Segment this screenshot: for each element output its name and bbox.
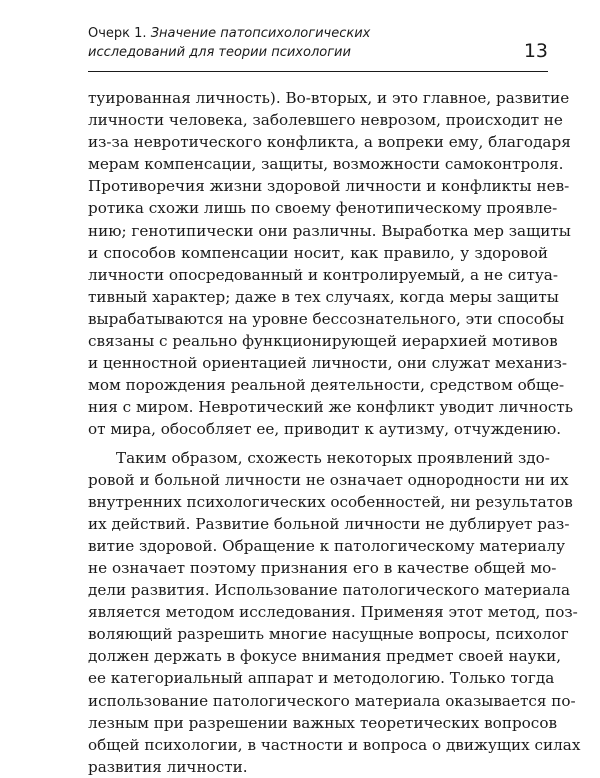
text-line: вырабатываются на уровне бессознательного, эти способы: [88, 309, 565, 328]
text-line: Таким образом, схожесть некоторых проявлений здо-: [116, 448, 550, 467]
text-line: ее категориальный аппарат и методологию. Только тогда: [88, 669, 555, 688]
text-line: туированная личность). Во-вторых, и это главное, развитие: [88, 89, 570, 107]
running-header-text: [88, 24, 370, 62]
running-header: [88, 22, 548, 76]
text-line: должен держать в фокусе внимания предмет своей науки,: [88, 647, 562, 666]
text-line: использование патологического материала оказывается по-: [88, 691, 576, 710]
text-line: развития личности.: [88, 757, 248, 776]
text-line: лезным при разрешении важных теоретических вопросов: [88, 713, 558, 732]
text-line: внутренних психологических особенностей, ни результатов: [88, 492, 573, 511]
text-line: Противоречия жизни здоровой личности и конфликты нев-: [88, 177, 570, 196]
text-line: не означает поэтому признания его в качестве общей мо-: [88, 558, 557, 577]
text-line: дели развития. Использование патологического материала: [88, 581, 571, 600]
text-line: от мира, обособляет ее, приводит к аутизму, отчуждению.: [88, 420, 562, 439]
text-line: воляющий разрешить многие насущные вопросы, психолог: [88, 625, 569, 644]
header-chapter-label: Очерк 1.: [88, 26, 147, 41]
body-text: [88, 87, 581, 778]
text-line: ротика схожи лишь по своему фенотипическому проявле-: [88, 199, 558, 218]
header-title-line-2: исследований для теории психологии: [88, 45, 351, 60]
text-line: витие здоровой. Обращение к патологическому материалу: [88, 536, 566, 555]
text-line: тивный характер; даже в тех случаях, когда меры защиты: [88, 287, 559, 306]
header-divider: [88, 71, 548, 72]
text-line: является методом исследования. Применяя этот метод, поз-: [88, 603, 578, 622]
text-line: личности опосредованный и контролируемый, а не ситуа-: [88, 265, 558, 284]
paragraph-1: [88, 87, 574, 441]
text-line: связаны с реально функционирующей иерархией мотивов: [88, 332, 558, 351]
text-line: и ценностной ориентацией личности, они служат механиз-: [88, 354, 568, 373]
text-line: их действий. Развитие больной личности не дублирует раз-: [88, 514, 570, 533]
text-line: мом порождения реальной деятельности, средством обще-: [88, 376, 565, 395]
text-line: из-за невротического конфликта, а вопреки ему, благодаря: [88, 133, 571, 152]
text-line: мерам компенсации, защиты, возможности самоконтроля.: [88, 155, 564, 174]
paragraph-2: [88, 447, 581, 778]
text-line: ния с миром. Невротический же конфликт уводит личность: [88, 398, 574, 417]
text-line: общей психологии, в частности и вопроса о движущих силах: [88, 735, 581, 754]
text-line: и способов компенсации носит, как правило, у здоровой: [88, 243, 548, 262]
text-line: личности человека, заболевшего неврозом, происходит не: [88, 111, 563, 130]
text-line: нию; генотипически они различны. Выработка мер защиты: [88, 221, 571, 240]
header-title-line-1: Значение патопсихологических: [150, 26, 371, 41]
page-number: 13: [523, 40, 548, 62]
text-line: ровой и больной личности не означает однородности ни их: [88, 470, 569, 489]
